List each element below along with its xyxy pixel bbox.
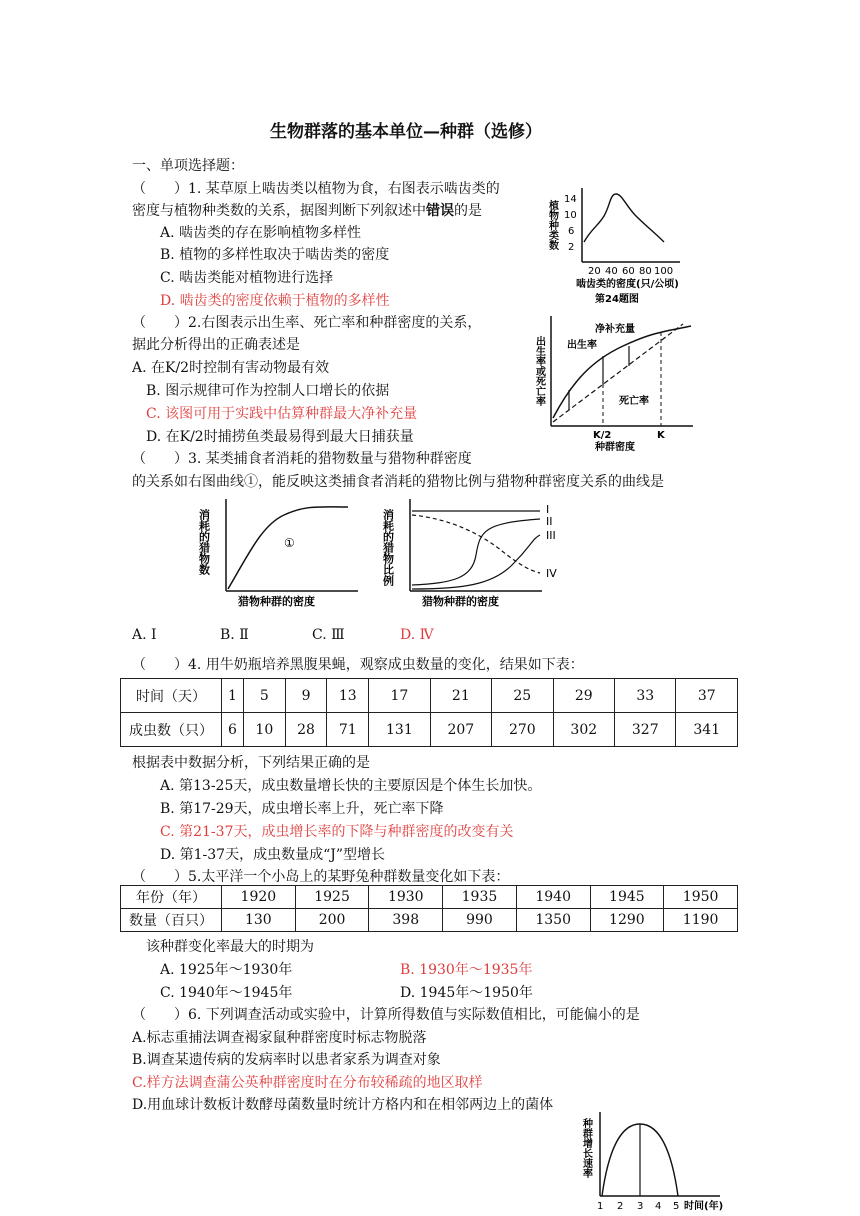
table-cell: 28 xyxy=(285,713,327,747)
table-cell: 131 xyxy=(369,713,430,747)
q5-line1 xyxy=(132,866,509,886)
q1-ytick: 2 xyxy=(568,242,575,253)
table-cell: 10 xyxy=(243,713,285,747)
q1-xtick: 20 xyxy=(588,266,601,277)
q3-option-d: D. Ⅳ xyxy=(400,627,434,643)
q2-fig-net-label: 净补充量 xyxy=(595,324,635,335)
q3-label-iii: III xyxy=(546,529,556,542)
q1-option-b: B. 植物的多样性取决于啮齿类的密度 xyxy=(160,247,390,263)
table-cell: 1935 xyxy=(443,886,517,909)
q4-line1 xyxy=(132,654,584,674)
table-cell: 1930 xyxy=(369,886,443,909)
q1-xtick: 100 xyxy=(654,266,674,277)
q5-option-b: B. 1930年～1935年 xyxy=(400,962,533,978)
q2-option-d: D. 在K/2时捕捞鱼类最易得到最大日捕获量 xyxy=(146,429,414,445)
table-header-cell: 数量（百只） xyxy=(121,909,222,932)
q2-fig-ylabel: 出生率或死亡率 xyxy=(533,336,545,406)
growth-rate-figure xyxy=(580,1108,730,1216)
table-cell: 6 xyxy=(222,713,244,747)
q1-answer-blank[interactable]: （ ） xyxy=(132,181,188,197)
q4-answer-blank[interactable]: （ ） xyxy=(132,657,188,673)
fig7-xlabel: 时间(年) xyxy=(684,1201,724,1212)
table-cell: 21 xyxy=(430,679,491,713)
q1-fig-caption: 第24题图 xyxy=(595,294,639,305)
table-cell: 1350 xyxy=(516,909,590,932)
q3-label-i: I xyxy=(546,503,550,516)
q1-emphasis: 错误 xyxy=(426,203,454,219)
table-header-cell: 成虫数（只） xyxy=(121,713,222,747)
q3-option-a: A. Ⅰ xyxy=(132,627,157,643)
q3-curve-iii xyxy=(412,535,540,589)
q3-answer-blank[interactable]: （ ） xyxy=(132,451,188,467)
q1-line1 xyxy=(132,178,500,198)
q3-option-c: C. Ⅲ xyxy=(312,627,345,643)
q1-option-c: C. 啮齿类能对植物进行选择 xyxy=(160,270,334,286)
q2-line2: 据此分析得出的正确表述是 xyxy=(132,337,300,353)
q3-line1 xyxy=(132,448,472,468)
page-title: 生物群落的基本单位—种群（选修） xyxy=(270,122,542,142)
q3-figure-1 xyxy=(198,495,368,607)
q1-line2 xyxy=(132,200,482,220)
table-cell: 1 xyxy=(222,679,244,713)
q1-xtick: 80 xyxy=(639,266,652,277)
q1-ytick: 6 xyxy=(568,226,575,237)
table-header-cell: 时间（天） xyxy=(121,679,222,713)
q6-line1 xyxy=(132,1004,640,1024)
table-cell: 327 xyxy=(615,713,676,747)
fig7-xtick: 4 xyxy=(655,1201,662,1212)
q3-fig1-xlabel: 猎物种群的密度 xyxy=(238,595,315,608)
q4-option-c: C. 第21-37天，成虫增长率的下降与种群密度的改变有关 xyxy=(160,824,514,840)
q2-answer-blank[interactable]: （ ） xyxy=(132,315,188,331)
q6-stem: 6. 下列调查活动或实验中，计算所得数值与实际数值相比，可能偏小的是 xyxy=(188,1007,640,1023)
q5-answer-blank[interactable]: （ ） xyxy=(132,869,188,885)
table-cell: 1925 xyxy=(295,886,369,909)
q1-xtick: 60 xyxy=(622,266,635,277)
q6-option-a: A.标志重捕法调查褐家鼠种群密度时标志物脱落 xyxy=(132,1030,427,1046)
q5-option-c: C. 1940年～1945年 xyxy=(160,985,293,1001)
q4-option-a: A. 第13-25天，成虫数量增长快的主要原因是个体生长加快。 xyxy=(160,778,542,794)
q2-option-a: A. 在K/2时控制有害动物最有效 xyxy=(132,360,330,376)
fig7-xtick: 5 xyxy=(673,1201,680,1212)
q5-option-d: D. 1945年～1950年 xyxy=(400,985,533,1001)
q6-answer-blank[interactable]: （ ） xyxy=(132,1007,188,1023)
table-row xyxy=(121,909,738,932)
q3-fig2-ylabel: 消耗的猎物比例 xyxy=(381,509,395,586)
q1-option-a: A. 啮齿类的存在影响植物多样性 xyxy=(160,225,362,241)
q2-fig-xlabel: 种群密度 xyxy=(595,442,635,453)
table-cell: 13 xyxy=(327,679,369,713)
q3-fig2-xlabel: 猎物种群的密度 xyxy=(422,595,499,608)
table-cell: 1920 xyxy=(222,886,296,909)
q1-fig-ylabel: 植物种类数 xyxy=(546,200,558,250)
q6-option-b: B.调查某遗传病的发病率时以患者家系为调查对象 xyxy=(132,1052,441,1068)
q2-fig-death-label: 死亡率 xyxy=(619,396,649,407)
q1-ytick: 10 xyxy=(564,210,577,221)
q2-option-b: B. 图示规律可作为控制人口增长的依据 xyxy=(146,383,390,399)
q4-stem: 4. 用牛奶瓶培养黑腹果蝇，观察成虫数量的变化，结果如下表： xyxy=(188,657,584,673)
q2-line1 xyxy=(132,312,481,332)
table-row xyxy=(121,679,738,713)
fig7-xtick: 2 xyxy=(617,1201,624,1212)
table-cell: 71 xyxy=(327,713,369,747)
table-cell: 5 xyxy=(243,679,285,713)
q3-option-b: B. Ⅱ xyxy=(220,627,249,643)
q3-curve-ii xyxy=(412,519,540,585)
q3-fig1-curve-label: ① xyxy=(284,536,295,550)
q1-stem-2: 密度与植物种类数的关系，据图判断下列叙述中 xyxy=(132,203,426,219)
q1-ytick: 14 xyxy=(564,194,577,205)
table-cell: 9 xyxy=(285,679,327,713)
q2-option-c: C. 该图可用于实践中估算种群最大净补充量 xyxy=(146,406,418,422)
q2-death-line xyxy=(553,324,683,422)
q1-figure xyxy=(540,180,720,305)
table-cell: 1290 xyxy=(590,909,664,932)
q1-fig-xlabel: 啮齿类的密度(只/公顷) xyxy=(576,279,679,290)
q6-option-d: D.用血球计数板计数酵母菌数量时统计方格内和在相邻两边上的菌体 xyxy=(132,1097,554,1113)
q5-option-a: A. 1925年～1930年 xyxy=(160,962,293,978)
q3-figure-2 xyxy=(382,495,572,607)
table-cell: 200 xyxy=(295,909,369,932)
q5-after: 该种群变化率最大的时期为 xyxy=(146,939,314,955)
table-cell: 17 xyxy=(369,679,430,713)
q1-curve xyxy=(584,194,664,242)
q1-xtick: 40 xyxy=(605,266,618,277)
table-cell: 302 xyxy=(553,713,614,747)
q3-label-ii: II xyxy=(546,515,553,528)
fig7-xtick: 1 xyxy=(597,1201,604,1212)
q4-table xyxy=(120,678,738,747)
q1-option-d: D. 啮齿类的密度依赖于植物的多样性 xyxy=(160,293,390,309)
q2-figure xyxy=(533,310,723,452)
q6-option-c: C.样方法调查蒲公英种群密度时在分布较稀疏的地区取样 xyxy=(132,1075,483,1091)
table-cell: 398 xyxy=(369,909,443,932)
q3-curve-iv xyxy=(412,515,540,573)
table-cell: 33 xyxy=(615,679,676,713)
table-cell: 1945 xyxy=(590,886,664,909)
q5-table xyxy=(120,885,738,932)
table-cell: 1190 xyxy=(664,909,738,932)
q2-stem: 2.右图表示出生率、死亡率和种群密度的关系， xyxy=(188,315,482,331)
q4-option-d: D. 第1-37天，成虫数量成“J”型增长 xyxy=(160,847,386,863)
table-cell: 990 xyxy=(443,909,517,932)
table-cell: 130 xyxy=(222,909,296,932)
q2-fig-birth-label: 出生率 xyxy=(567,340,597,351)
section-heading: 一、单项选择题： xyxy=(132,158,244,174)
q2-fig-k2: K/2 xyxy=(593,430,612,441)
table-row xyxy=(121,713,738,747)
table-cell: 37 xyxy=(676,679,738,713)
q4-after: 根据表中数据分析，下列结果正确的是 xyxy=(132,755,370,771)
q1-stem-3: 的是 xyxy=(454,203,482,219)
table-cell: 207 xyxy=(430,713,491,747)
q5-stem: 5.太平洋一个小岛上的某野兔种群数量变化如下表： xyxy=(188,869,510,885)
fig7-ylabel: 种群增长速率 xyxy=(580,1118,592,1178)
q3-stem: 3. 某类捕食者消耗的猎物数量与猎物种群密度 xyxy=(188,451,472,467)
table-cell: 270 xyxy=(492,713,553,747)
fig7-xtick: 3 xyxy=(637,1201,644,1212)
q2-fig-k: K xyxy=(657,430,665,441)
table-header-cell: 年份（年） xyxy=(121,886,222,909)
q1-stem: 1. 某草原上啮齿类以植物为食，右图表示啮齿类的 xyxy=(188,181,500,197)
q3-label-iv: IV xyxy=(546,567,557,580)
table-cell: 341 xyxy=(676,713,738,747)
table-cell: 1940 xyxy=(516,886,590,909)
table-cell: 25 xyxy=(492,679,553,713)
q3-line2: 的关系如右图曲线①，能反映这类捕食者消耗的猎物比例与猎物种群密度关系的曲线是 xyxy=(132,474,664,490)
table-cell: 29 xyxy=(553,679,614,713)
q4-option-b: B. 第17-29天，成虫增长率上升，死亡率下降 xyxy=(160,801,444,817)
q3-fig1-ylabel: 消耗的猎物数 xyxy=(197,509,211,575)
table-row xyxy=(121,886,738,909)
table-cell: 1950 xyxy=(664,886,738,909)
